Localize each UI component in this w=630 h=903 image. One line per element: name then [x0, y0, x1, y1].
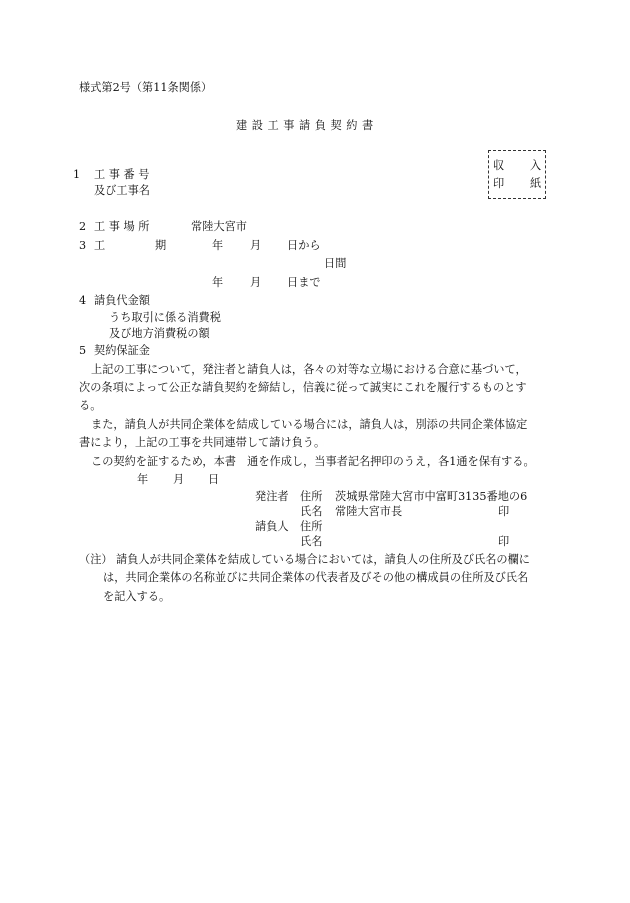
item-1-number: 1	[73, 168, 81, 181]
item-4-label: 請負代金額	[94, 294, 150, 307]
contract-date-month: 月	[173, 473, 185, 486]
note-line-2: は，共同企業体の名称並びに共同企業体の代表者及びその他の構成員の住所及び氏名	[103, 571, 529, 584]
form-number: 様式第2号（第11条関係）	[79, 81, 213, 94]
paragraph-1-line-3: る。	[79, 399, 102, 412]
note-line-3: を記入する。	[103, 590, 171, 603]
item-4-number: 4	[79, 294, 87, 307]
paragraph-1-line-1: 上記の工事について，発注者と請負人は，各々の対等な立場における合意に基づいて，	[91, 363, 527, 376]
contractor-seal: 印	[498, 535, 510, 548]
end-year: 年	[212, 276, 224, 289]
orderer-address: 茨城県常陸大宮市中富町3135番地の6	[335, 490, 528, 503]
paragraph-2-line-1: また，請負人が共同企業体を結成している場合には，請負人は，別添の共同企業体協定	[91, 418, 528, 431]
stamp-char-3: 印	[493, 177, 505, 190]
item-2-number: 2	[79, 220, 87, 233]
stamp-char-1: 収	[493, 159, 505, 172]
contractor-name-label: 氏名	[300, 535, 323, 548]
note-line-1: 請負人が共同企業体を結成している場合においては，請負人の住所及び氏名の欄に	[116, 553, 530, 566]
item-5-label: 契約保証金	[94, 344, 150, 357]
paragraph-2-line-2: 書により，上記の工事を共同連帯して請け負う。	[79, 436, 326, 449]
item-1-label-2: 及び工事名	[94, 184, 150, 197]
start-year: 年	[212, 239, 224, 252]
item-4-sub-2: 及び地方消費税の額	[109, 327, 210, 340]
orderer-name: 常陸大宮市長	[335, 505, 403, 518]
contractor-address-label: 住所	[300, 520, 323, 533]
item-5-number: 5	[79, 344, 87, 357]
revenue-stamp-box	[488, 150, 546, 199]
paragraph-3-line-1: この契約を証するため，本書 通を作成し，当事者記名押印のうえ，各1通を保有する。	[91, 455, 535, 468]
stamp-char-4: 紙	[530, 177, 542, 190]
item-4-sub-1: うち取引に係る消費税	[109, 311, 221, 324]
item-3-label-b: 期	[155, 239, 167, 252]
contract-date-year: 年	[137, 473, 149, 486]
paragraph-1-line-2: 次の条項によって公正な請負契約を締結し，信義に従って誠実にこれを履行するものとす	[79, 381, 527, 394]
orderer-name-label: 氏名	[300, 505, 323, 518]
orderer-label: 発注者	[255, 490, 289, 503]
item-3-label-a: 工	[94, 239, 106, 252]
stamp-char-2: 入	[530, 159, 542, 172]
item-3-number: 3	[79, 239, 87, 252]
contractor-label: 請負人	[255, 520, 289, 533]
end-month: 月	[250, 276, 262, 289]
start-day: 日から	[287, 239, 321, 252]
contract-date-day: 日	[208, 473, 220, 486]
orderer-seal: 印	[498, 505, 510, 518]
start-month: 月	[250, 239, 262, 252]
note-label: （注）	[79, 553, 113, 566]
document-title: 建 設 工 事 請 負 契 約 書	[236, 119, 374, 132]
orderer-address-label: 住所	[300, 490, 323, 503]
item-1-label: 工 事 番 号	[94, 168, 150, 181]
item-2-value: 常陸大宮市	[191, 220, 247, 233]
end-day: 日まで	[287, 276, 321, 289]
item-2-label: 工 事 場 所	[94, 220, 150, 233]
duration-days: 日間	[324, 257, 347, 270]
